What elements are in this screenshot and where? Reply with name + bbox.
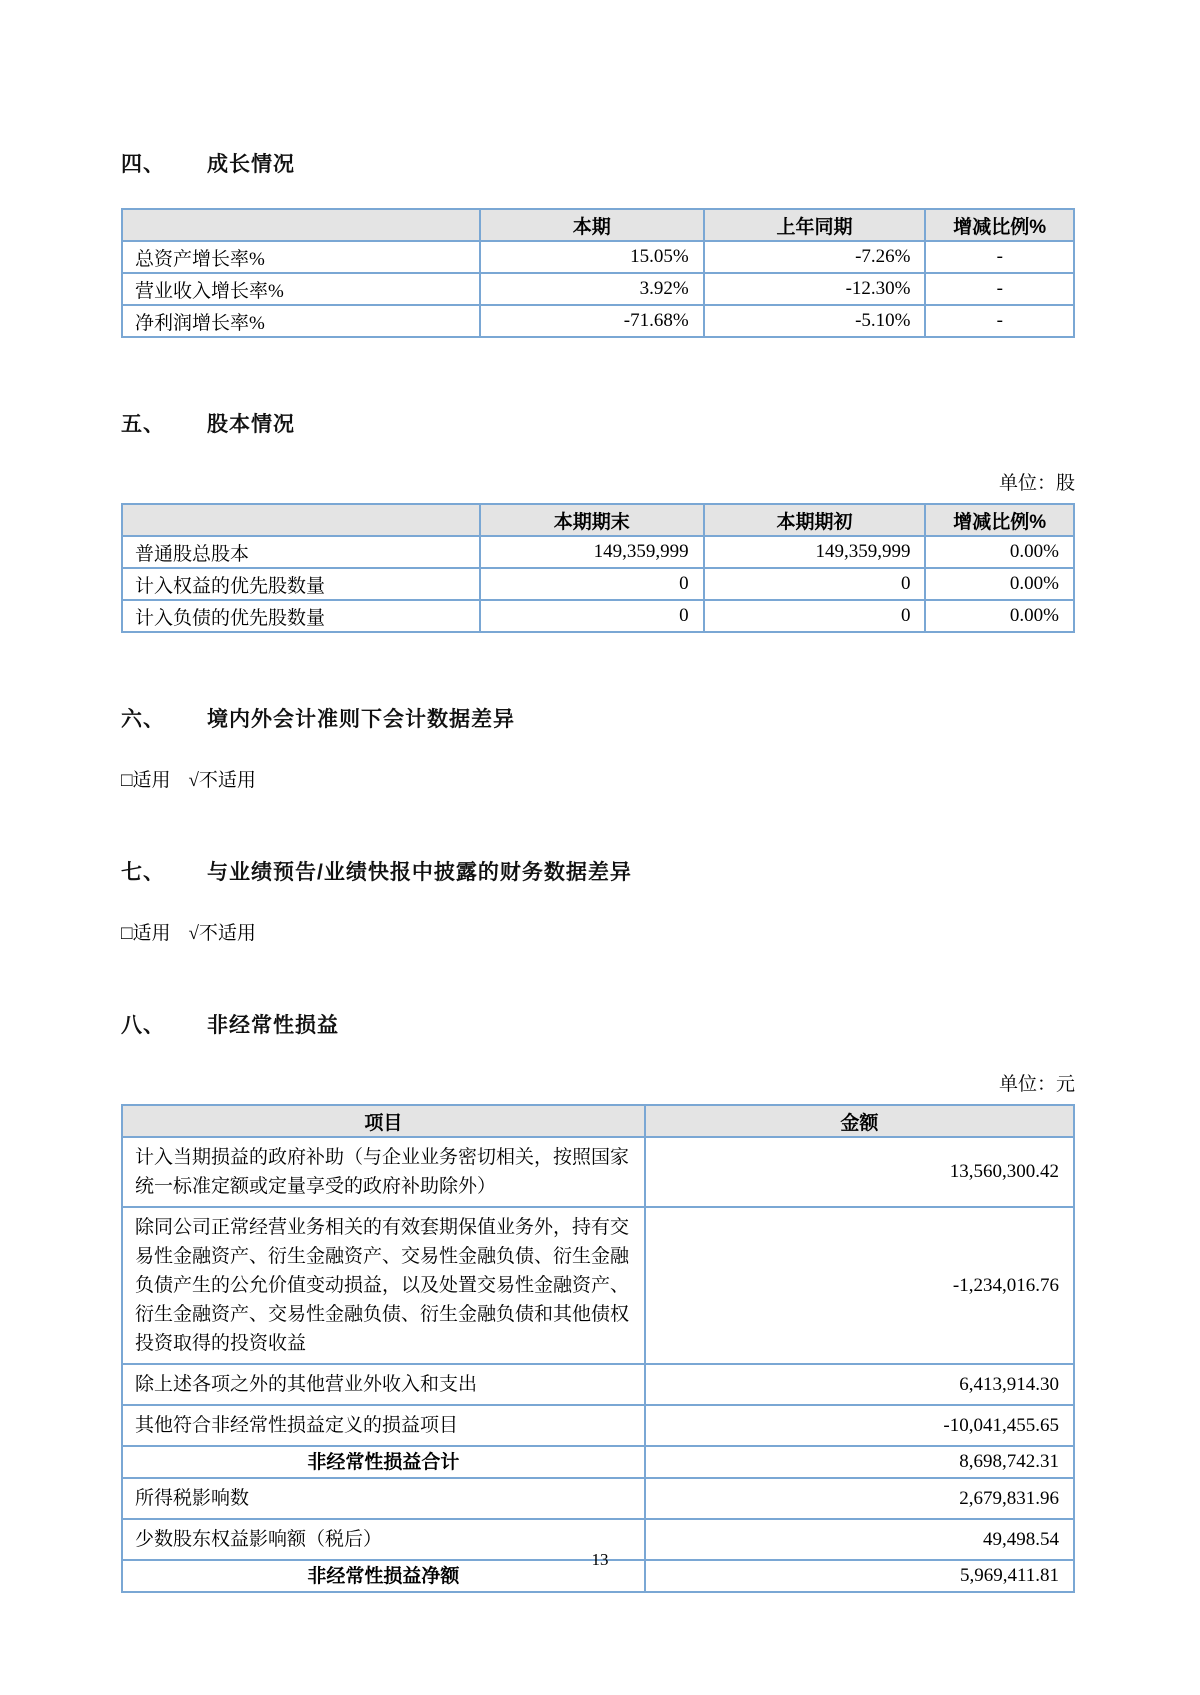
table-row (122, 1364, 1074, 1405)
section-forecast-diff-title: 与业绩预告/业绩快报中披露的财务数据差异 (207, 861, 632, 884)
table-row (122, 1478, 1074, 1519)
check-not-applicable-option: √不适用 (188, 923, 256, 944)
checkbox-applicable-option: □适用 (121, 923, 171, 944)
share-header-blank (122, 504, 480, 536)
table-row (122, 568, 1074, 600)
growth-table (121, 208, 1075, 338)
current-period-value: -71.68% (480, 305, 704, 337)
share-header-change-ratio: 增减比例% (925, 504, 1074, 536)
section-share-capital-heading (121, 408, 1075, 438)
prior-period-value: -5.10% (704, 305, 926, 337)
item-label: 其他符合非经常性损益定义的损益项目 (122, 1405, 645, 1446)
growth-table-header-row (122, 209, 1074, 241)
section-accounting-diff-title: 境内外会计准则下会计数据差异 (207, 708, 515, 731)
share-header-period-end: 本期期末 (480, 504, 704, 536)
period-begin-value: 0 (704, 600, 926, 632)
subtotal-value: 8,698,742.31 (645, 1446, 1074, 1478)
current-period-value: 15.05% (480, 241, 704, 273)
amount-value: -10,041,455.65 (645, 1405, 1074, 1446)
nonrecurring-header-row (122, 1105, 1074, 1137)
metric-label: 计入权益的优先股数量 (122, 568, 480, 600)
amount-value: 49,498.54 (645, 1519, 1074, 1560)
applicability-line (121, 765, 1075, 792)
amount-value: -1,234,016.76 (645, 1207, 1074, 1364)
item-label: 除上述各项之外的其他营业外收入和支出 (122, 1364, 645, 1405)
net-total-label: 非经常性损益净额 (122, 1560, 645, 1592)
subtotal-label: 非经常性损益合计 (122, 1446, 645, 1478)
section-forecast-diff-heading (121, 856, 1075, 886)
section-nonrecurring-number: 八、 (121, 1014, 165, 1037)
item-label: 所得税影响数 (122, 1478, 645, 1519)
change-ratio-value: 0.00% (925, 600, 1074, 632)
item-label: 计入当期损益的政府补助（与企业业务密切相关，按照国家统一标准定额或定量享受的政府补助除外） (122, 1137, 645, 1207)
section-forecast-diff-number: 七、 (121, 861, 165, 884)
nonrecurring-header-amount: 金额 (645, 1105, 1074, 1137)
current-period-value: 3.92% (480, 273, 704, 305)
metric-label: 计入负债的优先股数量 (122, 600, 480, 632)
checkbox-applicable-option: □适用 (121, 770, 171, 791)
period-begin-value: 149,359,999 (704, 536, 926, 568)
section-growth-number: 四、 (121, 153, 165, 176)
change-ratio-value: - (925, 273, 1074, 305)
net-total-value: 5,969,411.81 (645, 1560, 1074, 1592)
subtotal-row (122, 1446, 1074, 1478)
table-row (122, 1137, 1074, 1207)
metric-label: 总资产增长率% (122, 241, 480, 273)
table-row (122, 536, 1074, 568)
period-begin-value: 0 (704, 568, 926, 600)
table-row (122, 1207, 1074, 1364)
change-ratio-value: - (925, 241, 1074, 273)
unit-label-yuan: 单位：元 (998, 1074, 1075, 1095)
amount-value: 6,413,914.30 (645, 1364, 1074, 1405)
growth-header-prior-period: 上年同期 (704, 209, 926, 241)
amount-value: 13,560,300.42 (645, 1137, 1074, 1207)
metric-label: 净利润增长率% (122, 305, 480, 337)
section-nonrecurring-title: 非经常性损益 (207, 1014, 339, 1037)
section-nonrecurring-heading (121, 1009, 1075, 1039)
share-capital-table (121, 503, 1075, 633)
share-capital-header-row (122, 504, 1074, 536)
table-row (122, 273, 1074, 305)
period-end-value: 0 (480, 600, 704, 632)
amount-value: 2,679,831.96 (645, 1478, 1074, 1519)
section-share-capital-title: 股本情况 (207, 413, 295, 436)
check-not-applicable-option: √不适用 (188, 770, 256, 791)
prior-period-value: -12.30% (704, 273, 926, 305)
item-label: 少数股东权益影响额（税后） (122, 1519, 645, 1560)
period-end-value: 149,359,999 (480, 536, 704, 568)
unit-label-shares: 单位：股 (998, 473, 1075, 494)
applicability-line (121, 918, 1075, 945)
table-row (122, 305, 1074, 337)
section-share-capital-number: 五、 (121, 413, 165, 436)
table-row (122, 241, 1074, 273)
page-number: 13 (591, 1550, 609, 1569)
table-row (122, 1405, 1074, 1446)
growth-header-change-ratio: 增减比例% (925, 209, 1074, 241)
report-page-content (121, 0, 1075, 1593)
growth-header-blank (122, 209, 480, 241)
period-end-value: 0 (480, 568, 704, 600)
growth-header-current-period: 本期 (480, 209, 704, 241)
change-ratio-value: 0.00% (925, 568, 1074, 600)
section-growth-title: 成长情况 (207, 153, 295, 176)
nonrecurring-table (121, 1104, 1075, 1593)
metric-label: 普通股总股本 (122, 536, 480, 568)
metric-label: 营业收入增长率% (122, 273, 480, 305)
change-ratio-value: - (925, 305, 1074, 337)
table-row (122, 600, 1074, 632)
section-accounting-diff-heading (121, 703, 1075, 733)
share-header-period-begin: 本期期初 (704, 504, 926, 536)
section-accounting-diff-number: 六、 (121, 708, 165, 731)
change-ratio-value: 0.00% (925, 536, 1074, 568)
nonrecurring-header-item: 项目 (122, 1105, 645, 1137)
prior-period-value: -7.26% (704, 241, 926, 273)
item-label: 除同公司正常经营业务相关的有效套期保值业务外，持有交易性金融资产、衍生金融资产、交易性金融负债、衍生金融负债产生的公允价值变动损益，以及处置交易性金融资产、衍生金融资产、交易性金融负债、衍生金融负债和其他债权投资取得的投资收益 (122, 1207, 645, 1364)
section-growth-heading (121, 148, 1075, 178)
